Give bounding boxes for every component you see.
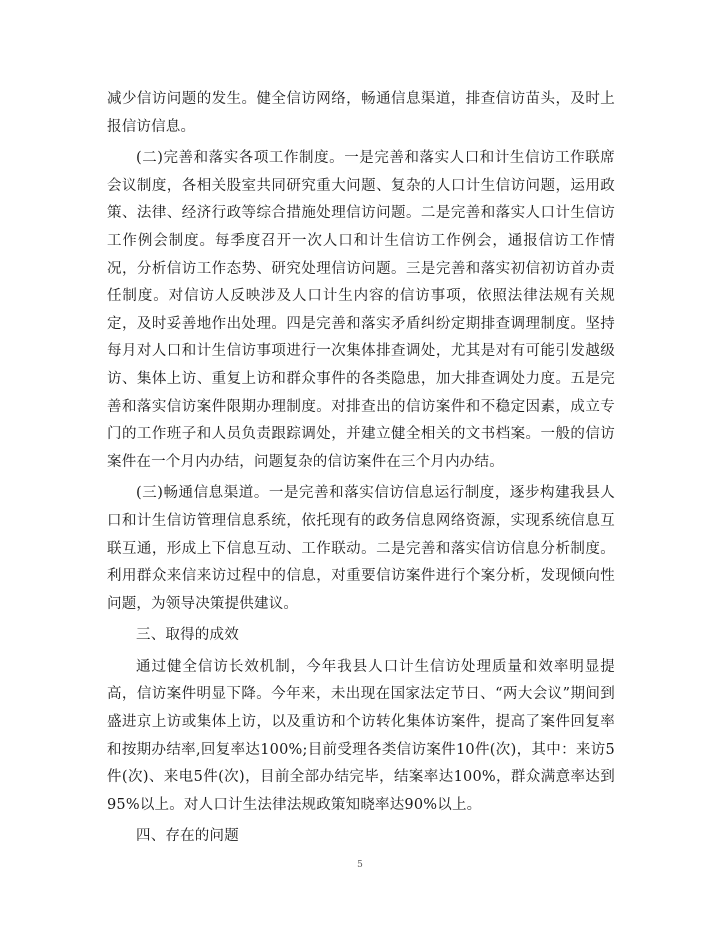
section-heading-results: 三、取得的成效 xyxy=(136,627,239,644)
page-number: 5 xyxy=(357,860,363,870)
paragraph-results: 通过健全信访长效机制，今年我县人口计生信访处理质量和效率明显提高，信访案件明显下降。今年来，未出现在国家法定节日、“两大会议”期间到盛进京上访或集体上访，以及重访和个访转化集体访案件，提高了案件回复率和按期办结率,回复率达100%;目前受理各类信访案件10件(次)，其中：来访5件(次)、来电5件(次)，目前全部办结完毕，结案率达100%，群众满意率达到95%以上。对人口计生法律法规政策知晓率达90%以上。 xyxy=(107,658,615,813)
paragraph-work-systems: (二)完善和落实各项工作制度。一是完善和落实人口和计生信访工作联席会议制度，各相关股室共同研究重大问题、复杂的人口计生信访问题，运用政策、法律、经济行政等综合措施处理信访问题。二是完善和落实人口计生信访工作例会制度。每季度召开一次人口和计生信访工作例会，通报信访工作情况，分析信访工作态势、研究处理信访问题。三是完善和落实初信初访首办责任制度。对信访人反映涉及人口计生内容的信访事项，依照法律法规有关规定，及时妥善地作出处理。四是完善和落实矛盾纠纷定期排查调理制度。坚持每月对人口和计生信访事项进行一次集体排查调处，尤其是对有可能引发越级访、集体上访、重复上访和群众事件的各类隐患，加大排查调处力度。五是完善和落实信访案件限期办理制度。对排查出的信访案件和不稳定因素，成立专门的工作班子和人员负责跟踪调处，并建立健全相关的文书档案。一般的信访案件在一个月内办结，问题复杂的信访案件在三个月内办结。 xyxy=(107,150,615,470)
paragraph-info-channels: (三)畅通信息渠道。一是完善和落实信访信息运行制度，逐步构建我县人口和计生信访管理信息系统，依托现有的政务信息网络资源，实现系统信息互联互通，形成上下信息互动、工作联动。二是完善和落实信访信息分析制度。利用群众来信来访过程中的信息，对重要信访案件进行个案分析，发现倾向性问题，为领导决策提供建议。 xyxy=(107,485,615,612)
section-heading-problems: 四、存在的问题 xyxy=(136,828,239,845)
document-body xyxy=(107,86,615,851)
paragraph-continuation: 减少信访问题的发生。健全信访网络，畅通信息渠道，排查信访苗头，及时上报信访信息。 xyxy=(107,91,615,135)
